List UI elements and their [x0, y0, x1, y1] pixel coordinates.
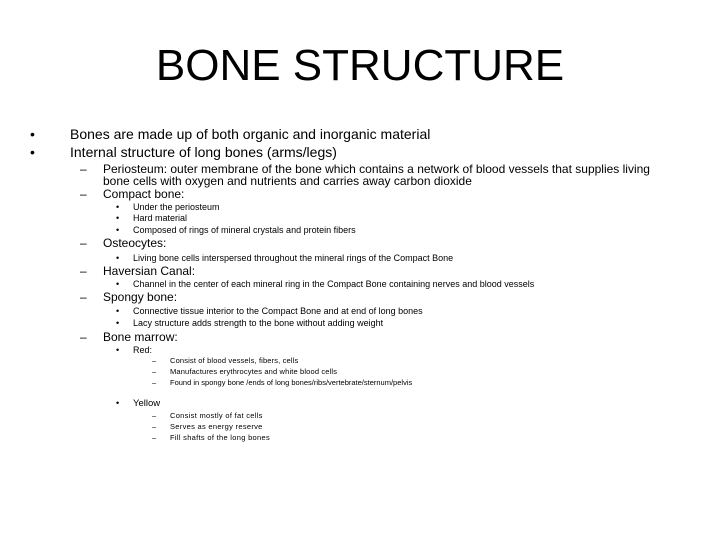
top-point-internal: Internal structure of long bones (arms/legs) — [70, 144, 337, 160]
bullet-icon: • — [30, 126, 35, 142]
dash-icon: – — [152, 422, 157, 431]
dash-icon: – — [152, 433, 157, 442]
compact-bone-item: Composed of rings of mineral crystals and protein fibers — [133, 225, 356, 235]
bullet-icon: • — [116, 318, 120, 328]
bullet-icon: • — [116, 202, 120, 212]
bullet-icon: • — [116, 253, 120, 263]
dash-icon: – — [80, 330, 87, 344]
bullet-icon: • — [116, 225, 120, 235]
bullet-icon: • — [116, 398, 120, 408]
dash-icon: – — [152, 367, 157, 376]
spongy-bone-item: Lacy structure adds strength to the bone without adding weight — [133, 318, 384, 328]
compact-bone-item: Hard material — [133, 213, 188, 223]
bullet-icon: • — [116, 279, 120, 289]
dash-icon: – — [80, 187, 87, 201]
haversian-item: Channel in the center of each mineral ring in the Compact Bone containing nerves and blood vessels — [133, 279, 535, 289]
dash-icon: – — [80, 162, 87, 176]
dash-icon: – — [80, 236, 87, 250]
dash-icon: – — [152, 411, 157, 420]
bullet-icon: • — [116, 213, 120, 223]
compact-bone-item: Under the periosteum — [133, 202, 220, 212]
red-marrow-item: Found in spongy bone /ends of long bones/ribs/vertebrate/sternum/pelvis — [170, 378, 413, 387]
bullet-icon: • — [30, 144, 35, 160]
red-marrow-label: Red: — [133, 345, 153, 355]
dash-icon: – — [152, 378, 157, 387]
top-point-organic: Bones are made up of both organic and inorganic material — [70, 126, 431, 142]
yellow-marrow-label: Yellow — [133, 398, 161, 409]
compact-bone-heading: Compact bone: — [103, 187, 185, 201]
yellow-marrow-item: Serves as energy reserve — [170, 422, 263, 431]
haversian-heading: Haversian Canal: — [103, 264, 196, 278]
dash-icon: – — [80, 290, 87, 304]
red-marrow-item: Consist of blood vessels, fibers, cells — [170, 356, 299, 365]
bullet-icon: • — [116, 306, 120, 316]
osteocytes-item: Living bone cells interspersed throughout the mineral rings of the Compact Bone — [133, 253, 454, 263]
osteocytes-heading: Osteocytes: — [103, 236, 167, 250]
spongy-bone-heading: Spongy bone: — [103, 290, 178, 304]
spongy-bone-item: Connective tissue interior to the Compact Bone and at end of long bones — [133, 306, 423, 316]
red-marrow-item: Manufactures erythrocytes and white blood cells — [170, 367, 338, 376]
dash-icon: – — [152, 356, 157, 365]
periosteum-desc: outer membrane of the bone which contains a network of blood vessels that supplies living — [170, 162, 650, 176]
dash-icon: – — [80, 264, 87, 278]
slide-title: BONE STRUCTURE — [155, 41, 565, 90]
periosteum-term: Periosteum: — [103, 162, 168, 176]
yellow-marrow-item: Fill shafts of the long bones — [170, 433, 271, 442]
yellow-marrow-item: Consist mostly of fat cells — [170, 411, 263, 420]
bone-marrow-heading: Bone marrow: — [103, 330, 178, 344]
bullet-icon: • — [116, 345, 120, 355]
periosteum-line-2: bone cells with oxygen and nutrients and carries away carbon dioxide — [103, 174, 472, 188]
